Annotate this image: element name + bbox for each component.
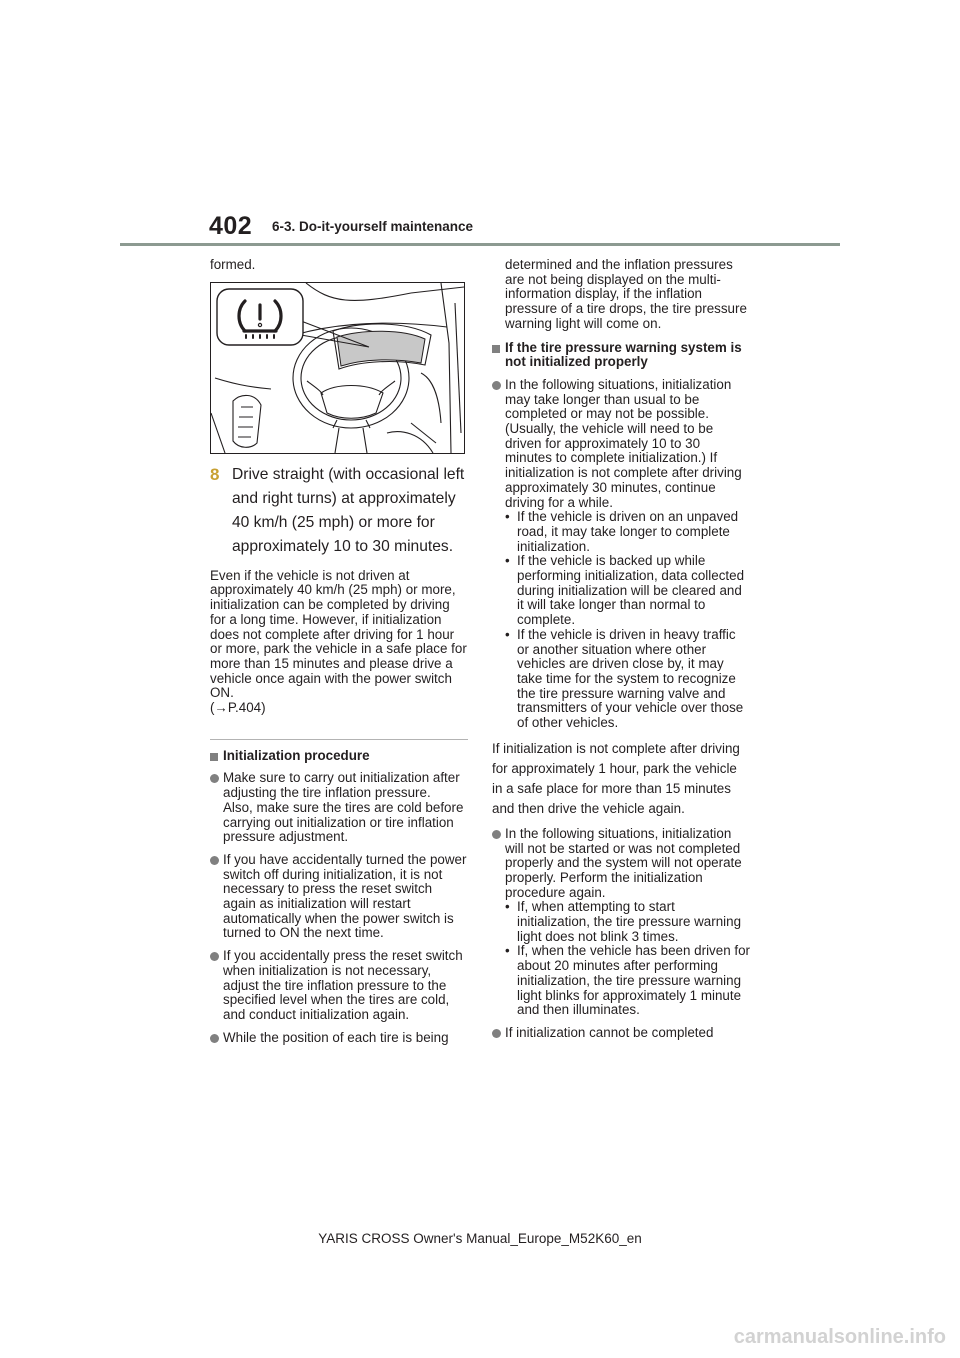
circle-bullet-icon xyxy=(210,1034,219,1043)
circle-bullet-icon xyxy=(492,1029,501,1038)
circle-bullet-icon xyxy=(210,774,219,783)
list-item: Make sure to carry out initialization after adjusting the tire inflation pressure. Also, make sure the tires are cold before carrying out initialization or tire inflation pressure adjustment. xyxy=(210,771,468,845)
left-column xyxy=(210,258,468,1053)
initialization-note xyxy=(210,569,468,716)
sub-list-item: • If, when attempting to start initialization, the tire pressure warning light does not blink 3 times. xyxy=(505,899,742,944)
circle-bullet-icon xyxy=(210,952,219,961)
initialization-procedure-heading: Initialization procedure xyxy=(210,749,468,764)
sub-list-item: • If, when the vehicle has been driven for about 20 minutes after performing initialization, the tire pressure warning light blinks for approximately 1 minute and then illuminates. xyxy=(505,943,750,1018)
circle-bullet-icon xyxy=(492,381,501,390)
circle-bullet-icon xyxy=(492,830,501,839)
note-page-reference[interactable]: (→P.404) xyxy=(210,700,266,716)
reinitialize-paragraph: If initialization is not complete after driving for approximately 1 hour, park the vehicle in a safe place for more than 15 minutes and then drive the vehicle again. xyxy=(492,740,740,816)
page-footer: YARIS CROSS Owner's Manual_Europe_M52K60_en xyxy=(318,1231,642,1246)
list-item: While the position of each tire is being xyxy=(210,1031,468,1046)
square-bullet-icon xyxy=(210,753,218,761)
page-number: 402 xyxy=(209,212,253,240)
not-initialized-heading: If the tire pressure warning system is not initialized properly xyxy=(492,341,750,370)
square-bullet-icon xyxy=(492,345,500,353)
instrument-cluster-figure xyxy=(210,282,465,454)
dashboard-illustration xyxy=(211,283,464,453)
watermark: carmanualsonline.info xyxy=(733,1326,946,1348)
sub-list-item: • If the vehicle is driven on an unpaved road, it may take longer to complete initialization. xyxy=(505,509,739,554)
circle-bullet-icon xyxy=(210,856,219,865)
header-rule xyxy=(120,243,840,246)
section-divider xyxy=(210,739,468,740)
continuation-text: determined and the inflation pressures are not being displayed on the multi-information display, if the inflation pressure of a tire drops, the tire pressure warning light will come on. xyxy=(505,257,747,331)
note-text: Even if the vehicle is not driven at approximately 40 km/h (25 mph) or more, initialization can be completed by driving for a long time. However, if initialization does not complete after driving for 1 hour or more, park the vehicle in a safe place for more than 15 minutes and please drive a vehicle once again with the power switch ON. xyxy=(210,567,467,701)
list-item: In the following situations, initialization will not be started or was not completed properly and the system will not operate properly. Perform the initialization procedure again. • If, when attempting to start initialization, the tire pressure warning light does not blink 3 times. • If, when the vehicle has been driven for about 20 minutes after performing initialization, the tire pressure warning light blinks for approximately 1 minute and then illuminates. xyxy=(492,827,750,1018)
lead-text: formed. xyxy=(210,257,256,272)
sub-list-item: • If the vehicle is driven in heavy traffic or another situation where other vehicles are driven close by, it may take time for the system to recognize the tire pressure warning valve and transmitters of your vehicle over those of other vehicles. xyxy=(505,626,744,731)
right-column xyxy=(492,258,750,1049)
sub-list-item: • If the vehicle is backed up while performing initialization, data collected during initialization will be cleared and it will take longer than normal to complete. xyxy=(505,553,745,628)
section-title: 6-3. Do-it-yourself maintenance xyxy=(272,219,474,234)
list-item: If you accidentally press the reset switch when initialization is not necessary, adjust the tire inflation pressure to the specified level when the tires are cold, and conduct initialization again. xyxy=(210,949,468,1023)
step-8 xyxy=(210,463,468,559)
list-item: If initialization cannot be completed xyxy=(492,1026,750,1041)
step-text: Drive straight (with occasional left and right turns) at approximately 40 km/h (25 mph) or more for approximately 10 to 30 minutes. xyxy=(232,465,465,555)
list-item: If you have accidentally turned the power switch off during initialization, it is not necessary to press the reset switch again as initialization will restart automatically when the power switch is turned to ON the next time. xyxy=(210,853,468,941)
step-number: 8 xyxy=(210,464,220,484)
list-item: In the following situations, initialization may take longer than usual to be completed or may not be possible. (Usually, the vehicle will need to be driven for approximately 10 to 30 minutes to complete initialization.) If initialization is not complete after driving approximately 30 minutes, continue driving for a while. • If the vehicle is driven on an unpaved road, it may take longer to complete initialization. • If the vehicle is backed up while performing initialization, data collected during initialization will be cleared and it will take longer than normal to complete. • If the vehicle is driven in heavy traffic or another situation where other vehicles are driven close by, it may take time for the system to recognize the tire pressure warning valve and transmitters of your vehicle over those of other vehicles. xyxy=(492,378,750,731)
